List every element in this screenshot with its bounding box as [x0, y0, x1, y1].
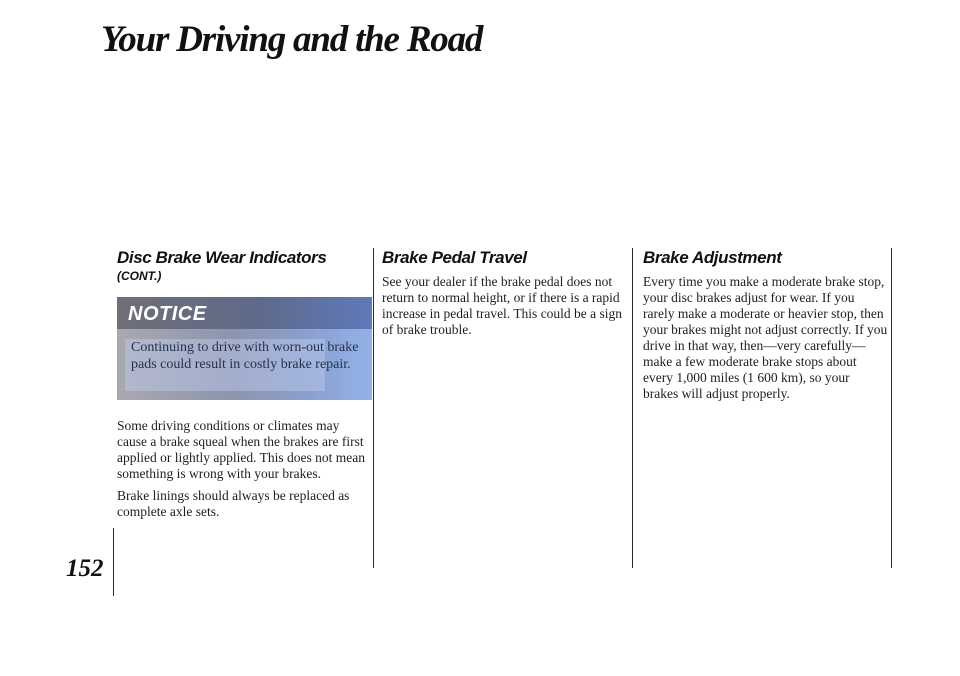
column-disc-brake-wear [117, 248, 372, 520]
heading-brake-pedal-travel: Brake Pedal Travel [382, 248, 527, 267]
notice-label: NOTICE [128, 303, 207, 325]
right-margin-rule [891, 248, 892, 568]
column-brake-pedal-travel [382, 248, 627, 338]
notice-box [117, 297, 372, 400]
paragraph-brake-squeal: Some driving conditions or climates may cause a brake squeal when the brakes are first applied or lightly applied. This does not mean something is wrong with your brakes. [117, 418, 365, 481]
column-divider-1 [373, 248, 374, 568]
continued-label: (CONT.) [117, 269, 162, 283]
column-brake-adjustment [643, 248, 888, 402]
section-title: Your Driving and the Road [101, 19, 483, 60]
paragraph-brake-pedal-travel: See your dealer if the brake pedal does not return to normal height, or if there is a rapid increase in pedal travel. This could be a sign of brake trouble. [382, 274, 623, 337]
paragraph-brake-adjustment: Every time you make a moderate brake stop, your disc brakes adjust for wear. If you rarely make a moderate or heavier stop, then your brakes might not adjust correctly. If you drive in that way, then—very carefully—make a few moderate brake stops about every 1,000 miles (1 600 km), so your brakes will adjust properly. [643, 274, 888, 401]
page-number: 152 [66, 555, 104, 582]
left-margin-rule [113, 528, 114, 596]
notice-text: Continuing to drive with worn-out brake pads could result in costly brake repair. [131, 340, 359, 372]
heading-brake-adjustment: Brake Adjustment [643, 248, 782, 267]
paragraph-brake-linings: Brake linings should always be replaced as complete axle sets. [117, 488, 350, 519]
column-divider-2 [632, 248, 633, 568]
heading-disc-brake-wear-indicators: Disc Brake Wear Indicators [117, 248, 327, 267]
